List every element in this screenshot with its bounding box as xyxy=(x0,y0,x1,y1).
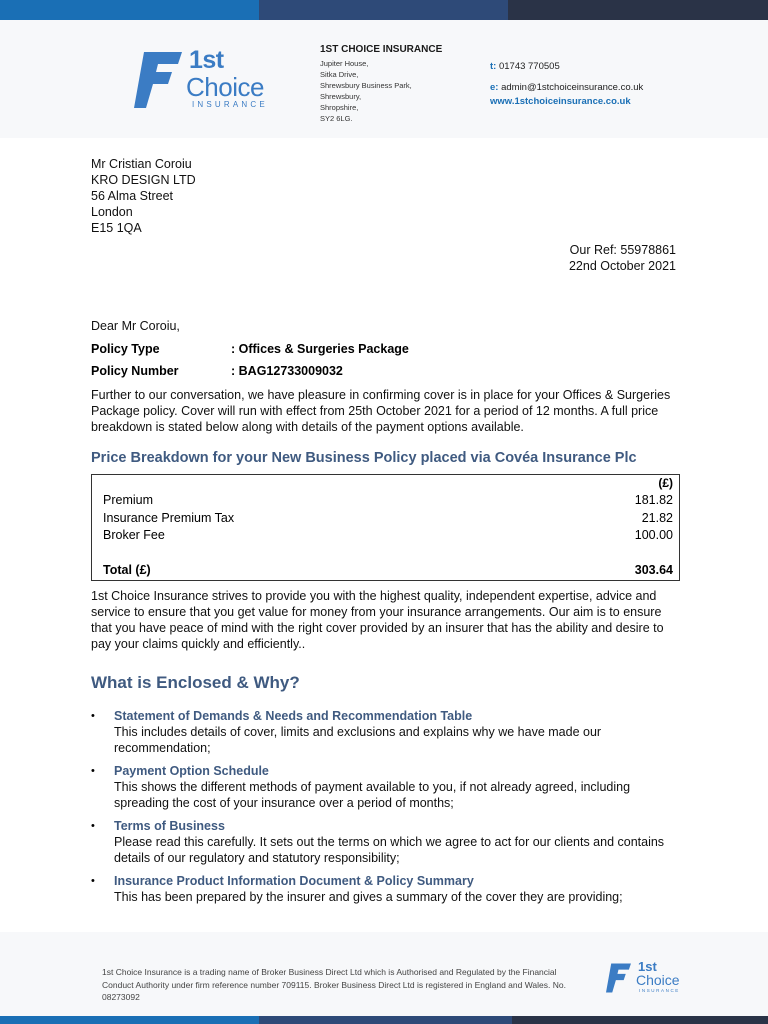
top-bar-segment-navy xyxy=(259,0,508,20)
list-item xyxy=(91,818,681,866)
policy-type-row xyxy=(91,341,409,357)
phone-number[interactable]: 01743 770505 xyxy=(498,61,560,72)
price-total-value: 303.64 xyxy=(634,563,673,577)
service-paragraph: 1st Choice Insurance strives to provide you with the highest quality, independent expertise, advice and service to ensure that you get value for money from your insurance arrangements. Our aim is to ensure that you have peace of mind with the right cover provided by an insurer that has the ability and desire to pay your claims quickly and efficiently.. xyxy=(91,589,664,651)
address-line: SY2 6LG. xyxy=(320,114,353,123)
price-total-label: Total (£) xyxy=(103,563,151,577)
bullet: • xyxy=(91,875,95,887)
recipient-name: Mr Cristian Coroiu xyxy=(91,157,192,171)
price-total-row xyxy=(103,563,673,577)
list-item xyxy=(91,708,681,756)
intro-paragraph: Further to our conversation, we have pleasure in confirming cover is in place for your Offices & Surgeries Package policy. Cover will run with effect from 25th October 2021 for a period of 12 months. A full price breakdown is stated below along with details of the payment options available. xyxy=(91,388,671,434)
list-item-title: Statement of Demands & Needs and Recommendation Table xyxy=(114,709,473,723)
price-row xyxy=(103,528,673,542)
address-line: Shropshire, xyxy=(320,103,359,112)
website-link[interactable]: www.1stchoiceinsurance.co.uk xyxy=(490,96,631,107)
address-line: Jupiter House, xyxy=(320,59,369,68)
footer-logo-text-1st: 1st xyxy=(638,959,657,974)
list-item-title: Payment Option Schedule xyxy=(114,764,269,778)
company-address-block xyxy=(320,44,480,124)
price-row-value: 181.82 xyxy=(634,493,673,507)
price-row xyxy=(103,493,673,507)
contact-block xyxy=(490,61,710,110)
address-line: Sitka Drive, xyxy=(320,70,359,79)
footer-logo-text-insurance: INSURANCE xyxy=(639,988,680,993)
bullet: • xyxy=(91,820,95,832)
email-label: e: xyxy=(490,82,499,93)
bullet: • xyxy=(91,765,95,777)
list-item-desc: Please read this carefully. It sets out the terms on which we agree to act for our clients and contains details of our regulatory and statutory responsibility; xyxy=(114,835,665,865)
email-line xyxy=(490,82,710,96)
bottom-color-bar xyxy=(0,1016,768,1024)
price-row-value: 100.00 xyxy=(634,528,673,542)
top-color-bar xyxy=(0,0,768,20)
logo-text-1st: 1st xyxy=(189,46,224,74)
recipient-postcode: E15 1QA xyxy=(91,221,142,235)
policy-number-value: : BAG12733009032 xyxy=(231,364,343,378)
company-name: 1ST CHOICE INSURANCE xyxy=(320,44,443,55)
our-ref: Our Ref: 55978861 xyxy=(569,243,676,257)
top-bar-segment-dark xyxy=(508,0,768,20)
reference-block xyxy=(569,242,676,274)
list-item xyxy=(91,763,681,811)
list-item-desc: This shows the different methods of payment available to you, if not already agreed, including spreading the cost of your insurance over a period of months; xyxy=(114,780,631,810)
policy-type-value: : Offices & Surgeries Package xyxy=(231,342,409,356)
phone-line xyxy=(490,61,710,75)
footer-logo xyxy=(606,960,696,996)
policy-number-label: Policy Number xyxy=(91,364,179,378)
enclosed-title: What is Enclosed & Why? xyxy=(91,673,300,692)
bottom-bar-segment-blue xyxy=(0,1016,259,1024)
price-row-label: Broker Fee xyxy=(103,528,165,542)
address-line: Shrewsbury, xyxy=(320,92,362,101)
company-logo xyxy=(134,46,284,112)
list-item-desc: This includes details of cover, limits and exclusions and explains why we have made our recommendation; xyxy=(114,725,602,755)
list-item-title: Insurance Product Information Document & Policy Summary xyxy=(114,874,474,888)
recipient-address xyxy=(91,156,391,236)
policy-number-row xyxy=(91,363,343,379)
currency-header: (£) xyxy=(658,476,673,490)
enclosed-list xyxy=(91,708,681,912)
logo-mark-icon xyxy=(134,50,184,110)
list-item xyxy=(91,873,681,905)
price-breakdown-table xyxy=(91,474,680,581)
footer-disclaimer: 1st Choice Insurance is a trading name of Broker Business Direct Ltd which is Authorised and Regulated by the Financial Conduct Authority under firm reference number 709115. Broker Business Direct Ltd is registered in England and Wales. No. 08273092 xyxy=(102,967,566,1002)
recipient-city: London xyxy=(91,205,133,219)
bullet: • xyxy=(91,710,95,722)
price-row-value: 21.82 xyxy=(641,511,673,525)
recipient-company: KRO DESIGN LTD xyxy=(91,173,196,187)
logo-text-choice: Choice xyxy=(186,72,264,102)
list-item-desc: This has been prepared by the insurer and gives a summary of the cover they are providing; xyxy=(114,890,623,904)
logo-text-insurance: INSURANCE xyxy=(192,100,268,109)
footer-logo-mark-icon xyxy=(606,962,632,994)
letter-date: 22nd October 2021 xyxy=(568,259,676,273)
salutation: Dear Mr Coroiu, xyxy=(91,319,180,333)
policy-type-label: Policy Type xyxy=(91,342,160,356)
email-link[interactable]: admin@1stchoiceinsurance.co.uk xyxy=(501,82,644,93)
price-row-label: Insurance Premium Tax xyxy=(103,511,235,525)
price-breakdown-title: Price Breakdown for your New Business Policy placed via Covéa Insurance Plc xyxy=(91,450,637,466)
phone-label: t: xyxy=(490,61,497,72)
price-row xyxy=(103,511,673,525)
address-line: Shrewsbury Business Park, xyxy=(320,81,412,90)
footer-logo-text-choice: Choice xyxy=(636,972,680,988)
top-bar-segment-blue xyxy=(0,0,259,20)
bottom-bar-segment-navy xyxy=(259,1016,512,1024)
list-item-title: Terms of Business xyxy=(114,819,225,833)
recipient-street: 56 Alma Street xyxy=(91,189,173,203)
price-row-label: Premium xyxy=(103,493,154,507)
bottom-bar-segment-dark xyxy=(512,1016,768,1024)
